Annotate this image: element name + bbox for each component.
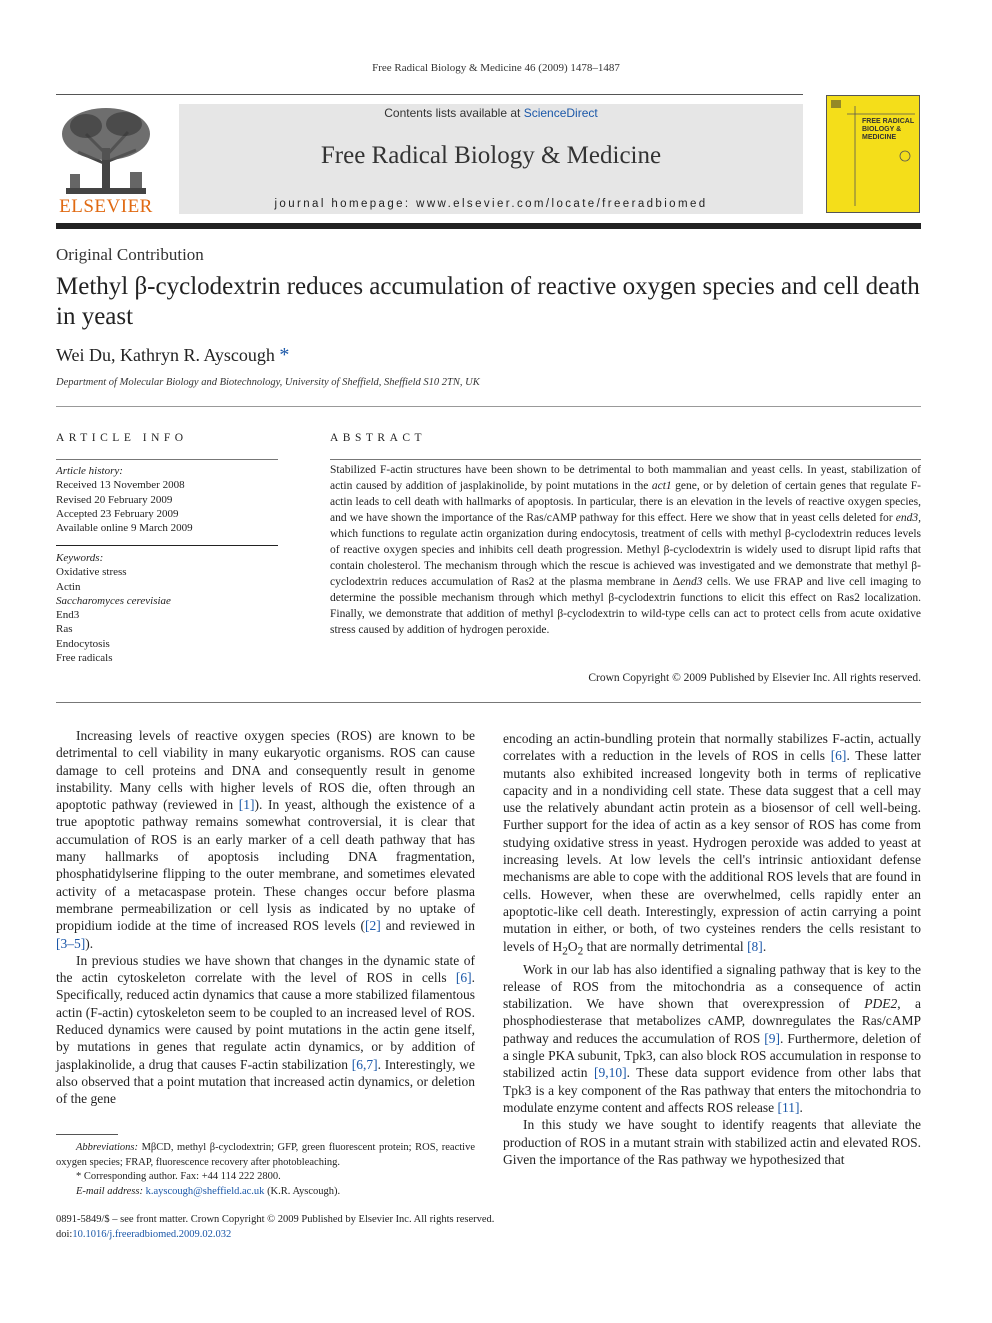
journal-homepage[interactable]: journal homepage: www.elsevier.com/locate/freeradbiomed [274,198,708,210]
journal-cover-image [826,95,920,213]
keywords-rule [56,545,278,546]
abstract-copyright: Crown Copyright © 2009 Published by Elsevier Inc. All rights reserved. [588,672,921,684]
cover-title: FREE RADICAL BIOLOGY & MEDICINE [862,118,914,141]
paragraph: Increasing levels of reactive oxygen species (ROS) are known to be detrimental to cell viability in many eukaryotic organisms. ROS can cause damage to cell proteins and DNA and consequently result in genome instability. Many cells with higher levels of ROS die, often through an apoptotic pathway (reviewed in [1]). In yeast, although the existence of a true apoptotic pathway remains somewhat controversial, it is clear that accumulation of ROS is an early marker of a cell death pathway that has many hallmarks of apoptosis including DNA fragmentation, phosphatidylserine flipping to the outer membrane, and sometimes elevated activity of a metacaspase protein. These changes occur before plasma membrane permeabilization or cell lysis as indicated by no uptake of propidium iodide at the time of increased ROS levels ([2] and reviewed in [3–5]). [56,728,476,951]
doi-link[interactable]: 10.1016/j.freeradbiomed.2009.02.032 [72,1228,232,1240]
paragraph: Work in our lab has also identified a signaling pathway that is key to the release of ROS from the mitochondria as a consequence of actin stabilization. We have shown that overexpression of PDE2, a phosphodiesterase that metabolizes cAMP, downregulates the Ras/cAMP pathway and reduces the accumulation of ROS [9]. Furthermore, deletion of a single PKA subunit, Tpk3, can also block ROS accumulation in response to stabilized actin [9,10]. These data support evidence from other labs that Tpk3 is a key component of the Ras pathway that enters the mitochondria to modulate enzyme content and affects ROS release [11]. [503,961,922,1115]
paragraph: In previous studies we have shown that changes in the dynamic state of the actin cytoskeleton correlate with the level of ROS in cells [6]. Specifically, reduced actin dynamics that cause a more stabilized filamentous actin (F-actin) cytoskeleton seem to be coupled to an increased level of ROS. Reduced dynamics were caused by point mutations in the actin gene itself, by mutations in genes that regulate actin dynamics, or by addition of jasplakinolide, a drug that causes F-actin stabilization [6,7]. Interestingly, we also observed that a point mutation that increased actin dynamics, or deletion of the gene [56,952,475,1107]
body-column-left [56,727,475,1108]
corresponding-author-mark[interactable]: * [279,344,290,366]
reference-link[interactable]: [3–5] [56,935,86,951]
reference-link[interactable]: [6] [455,970,472,986]
history-label: Article history: [56,465,123,477]
history-item: Available online 9 March 2009 [56,522,193,535]
title-separator [56,406,921,407]
article-title: Methyl β-cyclodextrin reduces accumulation of reactive oxygen species and cell death in yeast [56,273,920,330]
affiliation: Department of Molecular Biology and Biotechnology, University of Sheffield, Sheffield S10 2TN, UK [56,377,480,388]
reference-link[interactable]: [8] [747,938,763,954]
elsevier-wordmark: ELSEVIER [59,196,153,217]
paragraph: encoding an actin-bundling protein that normally stabilizes F-actin, actually correlates with a reduction in the levels of ROS in cells [6]. These latter mutants also exhibited increased longevity both in terms of replicative capacity and in a nondividing cell state. These data suggest that a cell may use the relatively abundant actin protein as a biosensor of cell well-being. Further support for the idea of actin as a key sensor of ROS has come from studying oxidative stress in yeast. Hydrogen peroxide was added to yeast at increasing levels. At low levels the cell's intrinsic antioxidant defense mechanisms are able to cope with the additional ROS levels that are found in cells. However, when these are overwhelmed, cells rapidly enter an apoptotic-like cell death. Interestingly, expression of actin carrying a point mutation in either, or both, of two cysteines renders the cells resistant to levels of $H_2O_2$ that are normally detrimental [8]. [503,731,921,958]
reference-link[interactable]: [11] [777,1099,800,1115]
corresponding-footnote: * Corresponding author. Fax: +44 114 222 2800. [76,1171,281,1182]
email-footnote: E-mail address: k.ayscough@sheffield.ac.uk (K.R. Ayscough). [76,1185,341,1197]
author-list [56,344,289,367]
abbreviations-footnote: Abbreviations: MβCD, methyl β-cyclodextrin; GFP, green fluorescent protein; ROS, reactive oxygen species; FRAP, fluorescence recovery after photobleaching. [56,1142,475,1168]
contents-prefix: Contents lists available at [384,106,521,120]
reference-link[interactable]: [2] [365,918,381,934]
keyword: Oxidative stress [56,566,127,579]
reference-link[interactable]: [1] [238,797,255,813]
reference-link[interactable]: [6,7] [351,1056,378,1072]
reference-link[interactable]: [6] [830,748,847,764]
abstract-rule [330,459,921,460]
sciencedirect-link[interactable]: ScienceDirect [523,106,598,120]
contents-line [179,106,803,120]
footnotes [56,1141,475,1199]
body-column-right [503,730,921,1168]
article-type: Original Contribution [56,245,204,264]
abstract-bottom-rule [56,702,921,703]
journal-citation: Free Radical Biology & Medicine 46 (2009) 1478–1487 [372,62,620,74]
article-history [56,464,278,535]
reference-link[interactable]: [9,10] [594,1065,627,1081]
history-item: Accepted 23 February 2009 [56,507,179,520]
header-thick-rule [56,223,921,229]
header-rule [56,94,803,95]
history-item: Received 13 November 2008 [56,479,185,492]
reference-link[interactable]: [9] [764,1030,780,1046]
abstract-heading: ABSTRACT [330,432,427,444]
keyword: Saccharomyces cerevisiae [56,594,171,607]
paragraph: In this study we have sought to identify reagents that alleviate the production of ROS in a mutant strain with stabilized actin and elevated ROS. Given the importance of the Ras pathway we hypothesized that [503,1117,921,1167]
history-item: Revised 20 February 2009 [56,493,173,506]
keyword: End3 [56,609,80,622]
journal-title: Free Radical Biology & Medicine [320,142,662,169]
keyword: Free radicals [56,652,113,665]
authors: Wei Du, Kathryn R. Ayscough [56,345,275,365]
keywords [56,551,278,665]
article-info-rule [56,459,278,460]
front-matter-info [56,1213,494,1242]
email-link[interactable]: k.ayscough@sheffield.ac.uk [145,1185,265,1197]
keyword: Endocytosis [56,637,110,650]
footnote-rule [56,1134,118,1135]
abstract-text: Stabilized F-actin structures have been shown to be detrimental to both mammalian and yeast cells. In yeast, stabilization of actin caused by addition of jasplakinolide, by point mutations in the act1 gene, or by deletion of certain genes that regulate F-actin leads to cell death with hallmarks of apoptosis. In particular, there is an elevation in the levels of reactive oxygen species, and we have shown the importance of the Ras/cAMP pathway for this effect. Here we show that in yeast cells deleted for end3, which functions to regulate actin organization during endocytosis, treatment of cells with methyl β-cyclodextrin reduces levels of reactive oxygen species and inhibits cell death progression. Methyl β-cyclodextrin is widely used to disrupt lipid rafts that contain cholesterol. The mechanism through which the rescue is achieved was investigated and we demonstrate that methyl β-cyclodextrin reduces accumulation of Ras2 at the plasma membrane in Δend3 cells. We use FRAP and live cell imaging to determine the possible mechanism through which methyl β-cyclodextrin functions to elicit this effect on Ras2 localization. Finally, we demonstrate that addition of methyl β-cyclodextrin to wild-type cells can act to protect cells from acute oxidative stress caused by addition of hydrogen peroxide. [330,464,922,636]
keyword: Actin [56,580,81,593]
issn-line: 0891-5849/$ – see front matter. Crown Copyright © 2009 Published by Elsevier Inc. All rights reserved. [56,1214,495,1225]
keyword: Ras [56,623,73,636]
article-info-heading: ARTICLE INFO [56,432,188,444]
keywords-label: Keywords: [56,552,104,564]
doi-line: doi:10.1016/j.freeradbiomed.2009.02.032 [56,1228,232,1240]
